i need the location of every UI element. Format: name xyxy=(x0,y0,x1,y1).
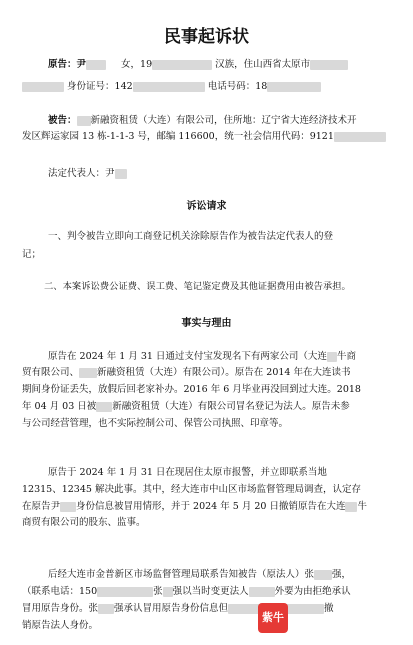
defendant-line-1: 被告： 新融资租赁（大连）有限公司，住所地：辽宁省大连经济技术开 xyxy=(48,115,357,126)
redaction xyxy=(163,587,173,597)
redaction xyxy=(334,132,386,142)
redaction xyxy=(22,82,64,92)
redaction xyxy=(115,169,127,179)
redaction xyxy=(96,402,112,412)
facts-p3-line4: 销原告法人身份。 xyxy=(22,620,99,631)
claim-1: 一、判令被告立即向工商登记机关涂除原告作为被告法定代表人的登 xyxy=(48,231,334,242)
facts-p1-line2: 贸有限公司、 新融资租赁（大连）有限公司）。原告在 2014 年在大连读书 xyxy=(22,367,351,378)
facts-p1-line4: 年 04 月 03 日被 新融资租赁（大连）有限公司冒名登记为法人。原告未参 xyxy=(22,401,350,412)
redaction xyxy=(86,60,106,70)
claim-2: 二、本案诉讼费公证费、误工费、笔记鉴定费及其他证据费用由被告承担。 xyxy=(44,281,351,292)
facts-p1-line1: 原告在 2024 年 1 月 31 日通过支付宝发现名下有两家公司（大连 牛商 xyxy=(48,351,356,362)
redaction xyxy=(79,368,97,378)
facts-heading: 事实与理由 xyxy=(181,318,232,329)
facts-p1-line5: 与公司经营管理，也不实际控制公司、保管公司执照、印章等。 xyxy=(22,418,289,429)
redaction xyxy=(314,570,332,580)
facts-p2-line4: 商贸有限公司的股东、监事。 xyxy=(22,517,146,528)
redaction xyxy=(97,587,153,597)
document-title: 民事起诉状 xyxy=(164,27,249,47)
redaction xyxy=(60,502,76,512)
facts-p2-line2: 12315、12345 解决此事。其中，经大连市中山区市场监督管理局调查，认定存 xyxy=(22,484,361,495)
defendant-line-2: 发区辉运家园 13 栋-1-1-3 号，邮编 116600，统一社会信用代码：9121 xyxy=(22,130,386,143)
claims-heading: 诉讼请求 xyxy=(186,201,227,212)
facts-p2-line3: 在原告尹 身份信息被冒用情形，并于 2024 年 5 月 20 日撤销原告在大连 牛 xyxy=(22,501,367,512)
redaction xyxy=(327,352,337,362)
claim-1-cont: 记； xyxy=(22,249,42,260)
redaction xyxy=(152,60,212,70)
facts-p3-line3: 冒用原告身份。张 强承认冒用原告身份信息但 撤 xyxy=(22,603,334,614)
redaction xyxy=(310,60,348,70)
redaction xyxy=(98,604,114,614)
redaction xyxy=(133,82,205,92)
facts-p3-line1: 后经大连市金普新区市场监督管理局联系告知被告（原法人）张 强， xyxy=(48,569,352,580)
redaction xyxy=(77,116,91,126)
redaction xyxy=(267,82,321,92)
watermark-logo: 紫牛 xyxy=(258,603,288,633)
plaintiff-line-1: 原告：尹 女，19 汉族，住山西省太原市 xyxy=(48,58,348,71)
redaction xyxy=(249,587,275,597)
legal-representative: 法定代表人：尹 xyxy=(48,167,127,180)
facts-p1-line3: 期间身份证丢失，放假后回老家补办。2016 年 6 月毕业再没回到过大连。2018 xyxy=(22,384,361,395)
facts-p2-line1: 原告于 2024 年 1 月 31 日在现居住太原市报警，并立即联系当地 xyxy=(48,467,327,478)
redaction xyxy=(345,502,357,512)
plaintiff-line-2: 身份证号：142 电话号码：18 xyxy=(22,80,321,93)
facts-p3-line2: （联系电话：150 张 强以当时变更法人 外要为由拒绝承认 xyxy=(22,586,351,597)
